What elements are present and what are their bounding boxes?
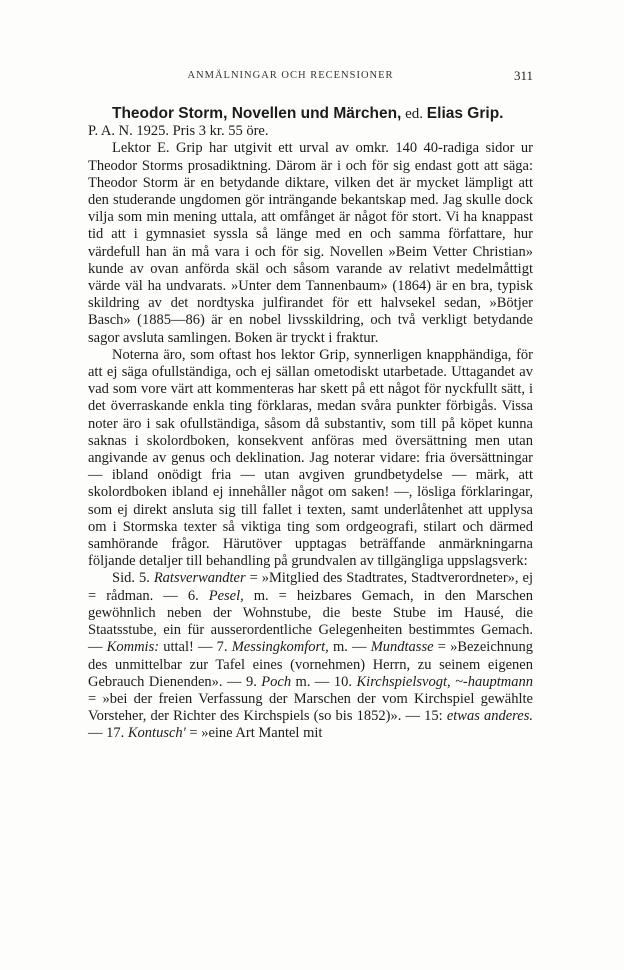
note-term: Kirchspielsvogt, ~-hauptmann xyxy=(356,673,533,690)
note-text: uttal! — 7. xyxy=(159,639,232,656)
publication-line: P. A. N. 1925. Pris 3 kr. 55 öre. xyxy=(88,123,269,140)
note-text: m. — xyxy=(328,639,371,656)
note-text: = »bei der freien Verfassung der Marschen der vom Kirchspiel gewählte Vorsteher, der Richter des Kirchspiels (so bis 1852)». — 15: xyxy=(88,690,533,725)
page-number: 311 xyxy=(513,68,533,83)
title-ed: ed. xyxy=(401,106,427,122)
title-editor: Elias Grip. xyxy=(426,105,504,122)
note-text: = »eine Art Mantel mit xyxy=(185,725,323,742)
note-term: Messingkomfort, xyxy=(231,639,329,656)
note-text: = »Bezeichnung des unmittelbar zur Tafel eines (vornehmen) Herrn, zu seinem eigenen Gebrauch Dienenden». — 9. xyxy=(88,639,534,690)
note-term: Ratsverwandter xyxy=(153,570,246,587)
page-header xyxy=(88,70,533,88)
running-head: ANMÄLNINGAR OCH RECENSIONER xyxy=(187,70,394,81)
note-term: Kontusch' xyxy=(127,725,186,742)
note-text: m. = heizbares Gemach, in den Marschen gewöhnlich neben der Wohnstube, die beste Stube im Hausé, die Staatsstube, ein für ausserordentliche Gelegenheiten bestimmtes Gemach. — xyxy=(88,587,533,656)
note-text: = »Mitglied des Stadtrates, Stadtverordneter», ej = rådman. — 6. xyxy=(88,570,533,604)
notes-paragraph xyxy=(88,570,533,742)
paragraph-2: Noterna äro, som oftast hos lektor Grip, synnerligen knapphändiga, för att ej säga ofullständiga, och ej sällan ometodiskt utarbetade. Uttagandet av vad som vore värt att kommenteras har skett på ett något för nyckfullt sätt, i det överraskande enkla ting förklaras, medan svåra punkter förbigås. Vissa noter äro i sak ofullständiga, såsom då substantiv, som till på köpet kunna saknas i skolordboken, konsekvent anföras med översättning men utan angivande av genus och deklination. Jag noterar vidare: fria översättningar — ibland onödigt fria — utan avgiven grundbetydelse — märk, att skolordboken ibland ej innehåller något om saken! —, lösliga förklaringar, som ej direkt ansluta sig till fallet i texten, samt underlåtenhet att upplysa om i Stormska texter så viktiga ting som ordgeografi, stilart och därmed samhörande frågor. Härutöver upptagas beträffande anmärkningarna följande detaljer till behandling på grundvalen av tillgängliga uppslagsverk: xyxy=(88,346,533,570)
review-body xyxy=(88,105,533,743)
title-work: Theodor Storm, Novellen und Märchen, xyxy=(112,105,402,122)
note-term: etwas anderes. xyxy=(446,708,533,725)
note-text: — 17. xyxy=(88,725,128,742)
review-title xyxy=(88,105,533,123)
note-text: Sid. 5. xyxy=(112,570,154,587)
note-term: Pesel, xyxy=(208,587,244,604)
paragraph-1: Lektor E. Grip har utgivit ett urval av omkr. 140 40-radiga sidor ur Theodor Storms prosadiktning. Därom är i och för sig endast gott att säga: Theodor Storm är en betydande diktare, vilken det är mycket lämpligt att den studerande ungdomen gör inträngande bekantskap med. Jag skulle dock vilja som min mening uttala, att omfånget är något för stort. Vi ha knappast tid att i gymnasiet syssla så länge med en och samma författare, hur värdefull han än må vara i och för sig. Novellen »Beim Vetter Christian» kunde av ovan anförda skäl och såsom varande av relativt medelmåttigt värde väl ha undvarats. »Unter dem Tannenbaum» (1864) är en bra, typisk skildring av det nordtyska julfirandet för ett halvsekel sedan, »Bötjer Basch» (1885—86) är en nobel livsskildring, och två verkligt betydande sagor avsluta samlingen. Boken är tryckt i fraktur. xyxy=(88,140,533,346)
note-term: Kommis: xyxy=(106,639,160,656)
note-term: Poch xyxy=(261,673,292,690)
note-term: Mundtasse xyxy=(370,639,434,656)
note-text: m. — 10. xyxy=(291,673,357,690)
